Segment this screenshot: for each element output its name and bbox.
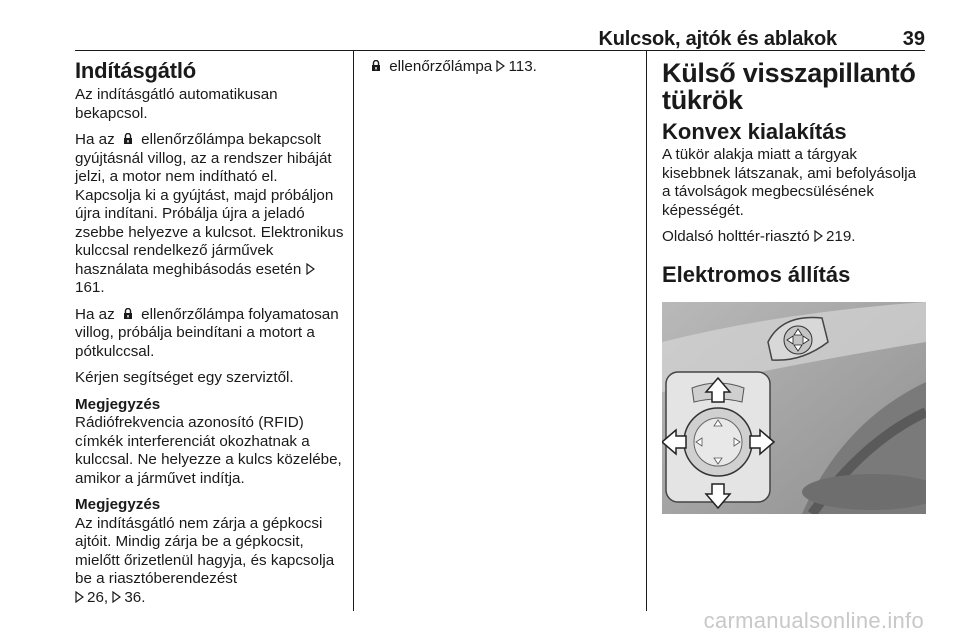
reference-page[interactable]: 219. (825, 228, 856, 245)
reference-arrow-icon (75, 591, 84, 603)
electric-adjust-heading: Elektromos állítás (662, 261, 851, 287)
paragraph-auto-activation: Az indításgátló automatikusan bekapcsol. (75, 86, 278, 122)
reference-arrow-icon (112, 591, 121, 603)
paragraph-indicator-reference: ellenőrzőlámpa 113. (370, 58, 640, 77)
header-rule (75, 50, 925, 51)
note-title: Megjegyzés (75, 496, 161, 513)
chapter-title: Kulcsok, ajtók és ablakok (598, 28, 837, 50)
reference-arrow-icon (306, 263, 315, 275)
immobiliser-heading: Indításgátló (75, 58, 197, 83)
column-1 (75, 58, 347, 615)
paragraph-flashing-indicator: Ha az ellenőrzőlámpa bekapcsolt gyújtásnál villog, az a rendszer hibáját jelzi, a motor nem indítható el. Kapcsolja ki a gyújtást, majd próbáljon újra indítani. Próbálja újra a jeladó zsebbe helyezve a kulcsot. Elektronikus kulccsal rendelkező járművek használata meghibásodás esetén 161. (75, 131, 344, 296)
immobiliser-icon (370, 60, 382, 72)
paragraph-continuous-flashing: Ha az ellenőrzőlámpa folyamatosan villog, próbálja beindítani a motort a pótkulccsal. (75, 305, 339, 360)
mirrors-heading: Külső visszapillantó tükrök (662, 58, 916, 115)
column-divider-left (353, 51, 354, 611)
immobiliser-icon (122, 308, 134, 320)
page-number: 39 (902, 28, 925, 50)
mirror-control-illustration (662, 302, 926, 514)
reference-page[interactable]: 161. (75, 279, 105, 296)
paragraph-convex: A tükör alakja miatt a tárgyak kisebbnek látszanak, ami befolyásolja a távolságok megbecsülésének képességét. (662, 146, 917, 219)
note-title: Megjegyzés (75, 395, 161, 413)
paragraph-service-help: Kérjen segítséget egy szerviztől. (75, 369, 294, 386)
immobiliser-icon (122, 133, 134, 145)
column-3 (662, 58, 928, 514)
note-rfid (75, 396, 347, 489)
column-2 (370, 58, 640, 85)
reference-arrow-icon (496, 60, 505, 72)
reference-page[interactable]: 36. (124, 588, 146, 606)
paragraph-blind-spot: Oldalsó holttér-riasztó 219. (662, 228, 856, 245)
reference-page[interactable]: 26, (87, 588, 109, 606)
reference-page[interactable]: 113. (508, 58, 537, 75)
reference-arrow-icon (814, 230, 823, 242)
column-divider-right (646, 51, 647, 611)
note-text: Az indításgátló nem zárja a gépkocsi ajtóit. Mindig zárja be a gépkocsit, mielőtt őrizetlenül hagyja, és kapcsolja be a riasztóberendezést (75, 514, 335, 587)
note-locking (75, 496, 347, 607)
watermark: carmanualsonline.info (703, 608, 924, 633)
note-text: Rádiófrekvencia azonosító (RFID) címkék interferenciát okozhatnak a kulccsal. Ne helyezze a kulcs közelébe, amikor a járművet indítja. (75, 414, 342, 487)
mirror-switch-detail (662, 372, 774, 508)
page-header (75, 28, 925, 50)
convex-heading: Konvex kialakítás (662, 119, 847, 144)
